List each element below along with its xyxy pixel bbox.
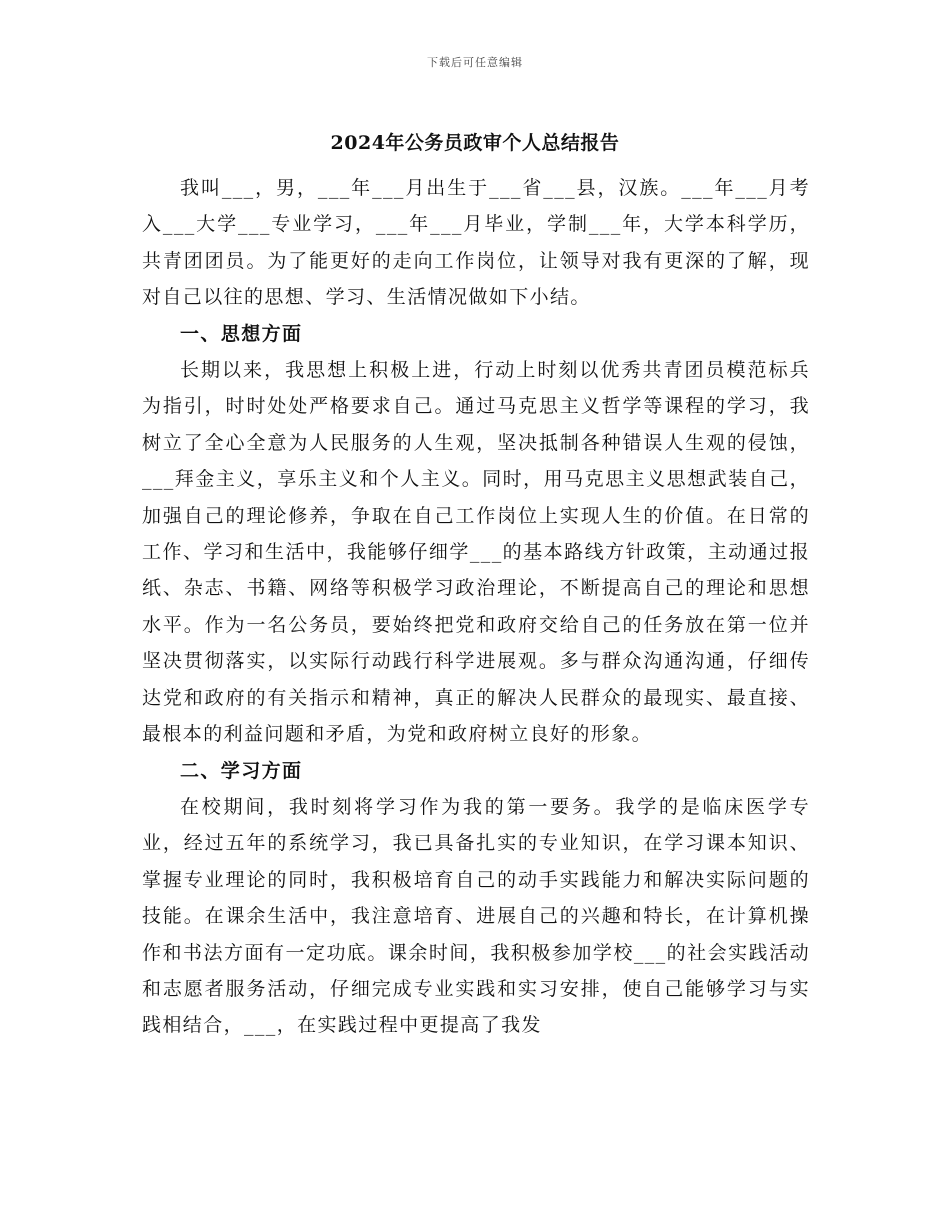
document-body <box>142 170 810 1044</box>
section-heading-study: 二、学习方面 <box>180 759 303 782</box>
section-heading-thought: 一、思想方面 <box>180 322 303 345</box>
intro-paragraph: 我叫___，男，___年___月出生于___省___县，汉族。___年___月考入___大学___专业学习，___年___月毕业，学制___年，大学本科学历，共青团团员。为了能更好的走向工作岗位，让领导对我有更深的了解，现对自己以往的思想、学习、生活情况做如下小结。 <box>142 177 810 309</box>
page-header-note: 下载后可任意编辑 <box>427 56 523 69</box>
section-paragraph-thought: 长期以来，我思想上积极上进，行动上时刻以优秀共青团员模范标兵为指引，时时处处严格要求自己。通过马克思主义哲学等课程的学习，我树立了全心全意为人民服务的人生观，坚决抵制各种错误人生观的侵蚀，___拜金主义，享乐主义和个人主义。同时，用马克思主义思想武装自己，加强自己的理论修养，争取在自己工作岗位上实现人生的价值。在日常的工作、学习和生活中，我能够仔细学___的基本路线方针政策，主动通过报纸、杂志、书籍、网络等积极学习政治理论，不断提高自己的理论和思想水平。作为一名公务员，要始终把党和政府交给自己的任务放在第一位并坚决贯彻落实，以实际行动践行科学进展观。多与群众沟通沟通，仔细传达党和政府的有关指示和精神，真正的解决人民群众的最现实、最直接、最根本的利益问题和矛盾，为党和政府树立良好的形象。 <box>142 359 810 746</box>
document-title: 2024年公务员政审个人总结报告 <box>330 132 620 154</box>
section-paragraph-study: 在校期间，我时刻将学习作为我的第一要务。我学的是临床医学专业，经过五年的系统学习，我已具备扎实的专业知识，在学习课本知识、掌握专业理论的同时，我积极培育自己的动手实践能力和解决实际问题的技能。在课余生活中，我注意培育、进展自己的兴趣和特长，在计算机操作和书法方面有一定功底。课余时间，我积极参加学校___的社会实践活动和志愿者服务活动，仔细完成专业实践和实习安排，使自己能够学习与实践相结合，___，在实践过程中更提高了我发 <box>142 795 810 1037</box>
